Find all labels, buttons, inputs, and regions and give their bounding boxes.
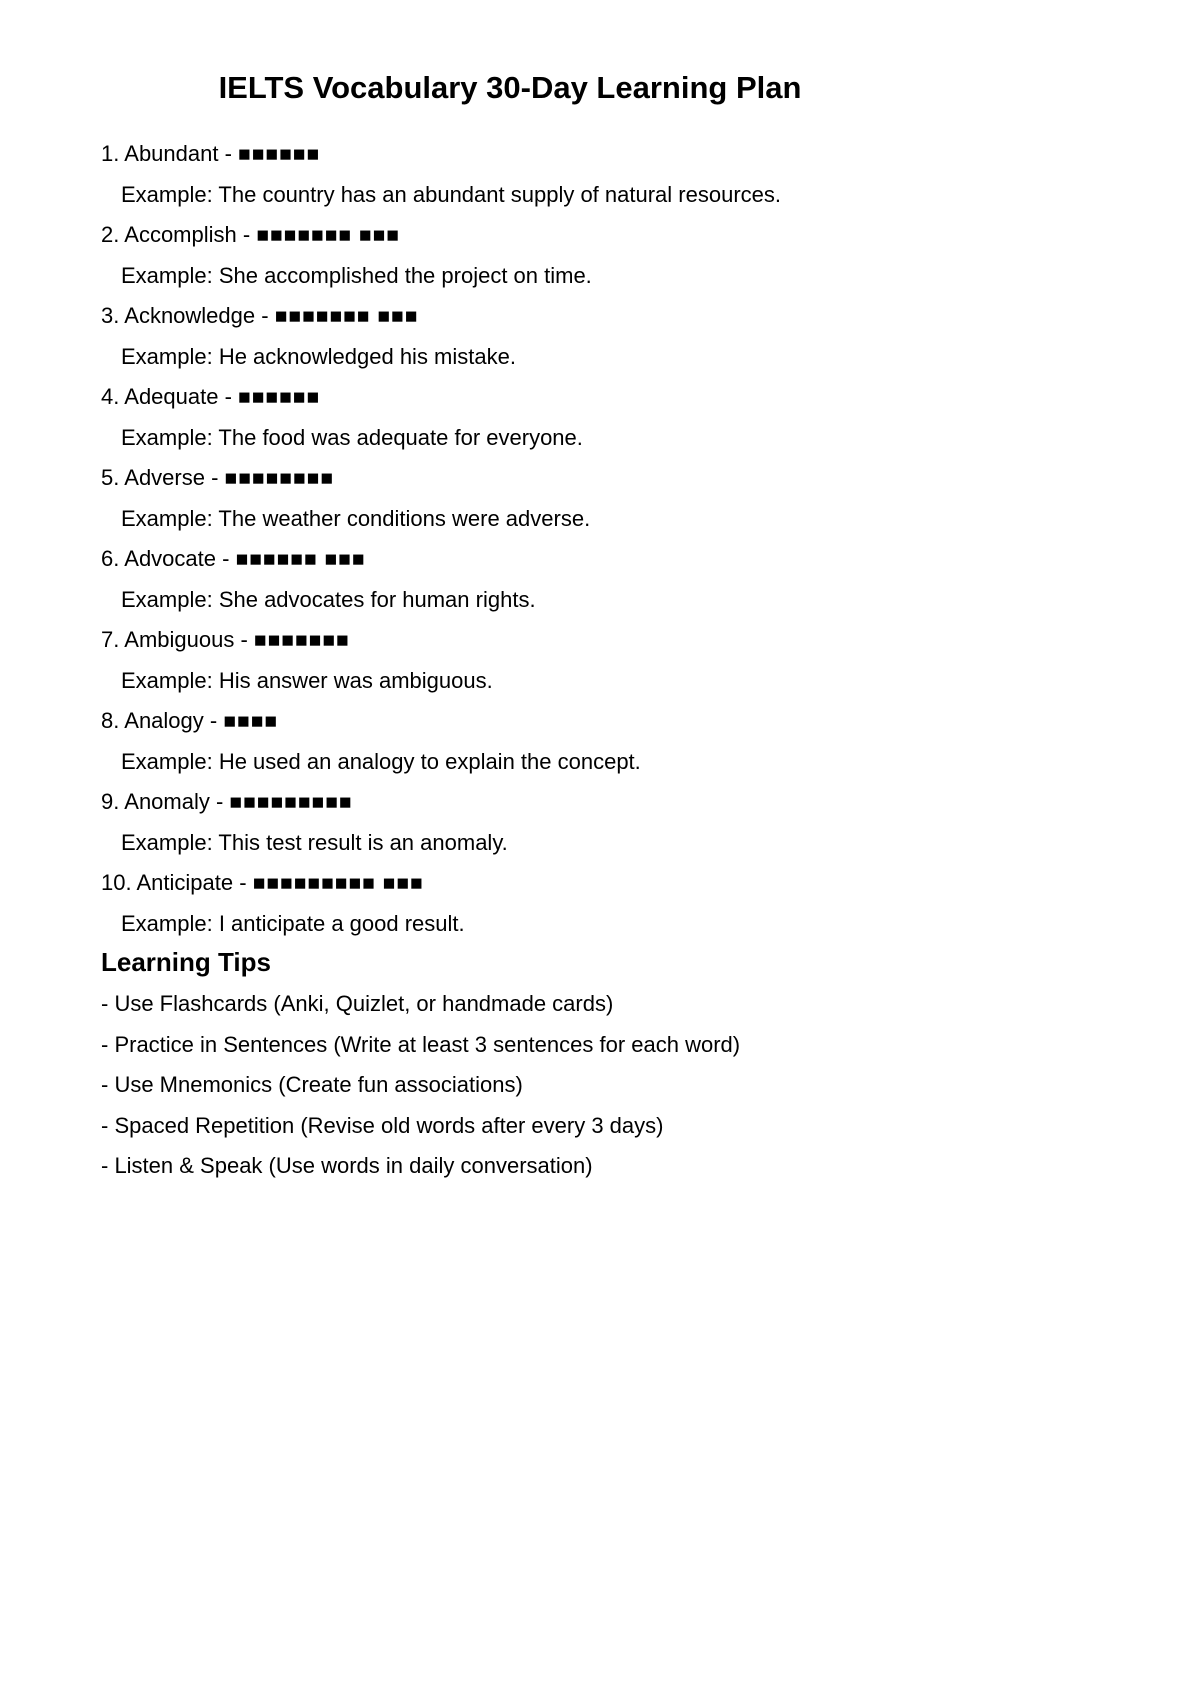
list-item <box>101 458 1101 539</box>
vocab-word: Adequate <box>124 384 219 409</box>
item-number: 4. <box>101 384 120 409</box>
tips-list <box>101 984 740 1187</box>
list-item: - Use Flashcards (Anki, Quizlet, or handmade cards) <box>101 991 614 1016</box>
vocab-word-line <box>101 701 1101 742</box>
vocab-example: Example: He used an analogy to explain the concept. <box>121 748 641 774</box>
separator: - <box>234 627 254 652</box>
separator: - <box>204 465 225 490</box>
vocab-word: Accomplish <box>124 222 237 247</box>
separator: - <box>209 789 230 814</box>
vocab-word: Adverse <box>124 465 205 490</box>
vocab-word-line <box>101 215 1101 256</box>
vocab-word-line <box>101 782 1101 823</box>
vocab-word-line <box>101 134 1101 175</box>
vocab-word-line <box>101 296 1101 337</box>
vocab-word: Anticipate <box>136 870 234 895</box>
list-item <box>101 377 1101 458</box>
item-number: 6. <box>101 546 120 571</box>
item-number: 5. <box>101 465 120 490</box>
vocab-meaning: ■■■■■■■■■ <box>229 791 353 814</box>
tips-heading: Learning Tips <box>101 947 271 977</box>
separator: - <box>236 222 257 247</box>
separator: - <box>218 384 239 409</box>
vocab-example: Example: He acknowledged his mistake. <box>121 343 516 369</box>
list-item <box>101 701 1101 782</box>
separator: - <box>255 303 275 328</box>
list-item <box>101 296 1101 377</box>
list-item <box>101 215 1101 296</box>
separator: - <box>216 546 236 571</box>
vocab-word-line <box>101 863 1101 904</box>
vocab-meaning: ■■■■ <box>223 710 279 733</box>
vocab-example: Example: The food was adequate for everyone. <box>121 424 583 450</box>
vocab-example: Example: The country has an abundant supply of natural resources. <box>121 181 781 207</box>
item-number: 1. <box>101 141 120 166</box>
vocab-word: Anomaly <box>124 789 210 814</box>
vocab-example: Example: His answer was ambiguous. <box>121 667 493 693</box>
vocab-meaning: ■■■■■■■■ <box>224 467 335 490</box>
vocab-meaning: ■■■■■■ <box>238 386 321 409</box>
vocabulary-list <box>101 134 1101 944</box>
vocab-meaning: ■■■■■■■ ■■■ <box>256 224 400 247</box>
list-item: - Listen & Speak (Use words in daily conversation) <box>101 1153 593 1178</box>
vocab-word: Acknowledge <box>124 303 256 328</box>
item-number: 10. <box>101 870 132 895</box>
list-item <box>101 782 1101 863</box>
list-item: - Use Mnemonics (Create fun associations) <box>101 1072 523 1097</box>
item-number: 3. <box>101 303 120 328</box>
vocab-word: Analogy <box>124 708 204 733</box>
list-item <box>101 863 1101 944</box>
list-item: - Spaced Repetition (Revise old words after every 3 days) <box>101 1112 664 1138</box>
vocab-word: Abundant <box>124 141 219 166</box>
item-number: 7. <box>101 627 120 652</box>
list-item: - Practice in Sentences (Write at least 3 sentences for each word) <box>101 1031 741 1057</box>
vocab-example: Example: She accomplished the project on time. <box>121 262 592 288</box>
vocab-example: Example: This test result is an anomaly. <box>121 829 508 855</box>
vocab-meaning: ■■■■■■ ■■■ <box>235 548 366 571</box>
list-item <box>101 134 1101 215</box>
vocab-word-line <box>101 539 1101 580</box>
vocab-word-line <box>101 377 1101 418</box>
vocab-word-line <box>101 458 1101 499</box>
separator: - <box>203 708 224 733</box>
vocab-meaning: ■■■■■■■■■ ■■■ <box>252 872 424 895</box>
vocab-example: Example: The weather conditions were adverse. <box>121 505 591 531</box>
list-item <box>101 539 1101 620</box>
vocab-meaning: ■■■■■■ <box>238 143 321 166</box>
vocab-word-line <box>101 620 1101 661</box>
document-title: IELTS Vocabulary 30-Day Learning Plan <box>218 70 802 105</box>
separator: - <box>233 870 253 895</box>
vocab-word: Ambiguous <box>124 627 235 652</box>
separator: - <box>218 141 239 166</box>
vocab-example: Example: She advocates for human rights. <box>121 586 536 612</box>
item-number: 2. <box>101 222 120 247</box>
list-item <box>101 620 1101 701</box>
item-number: 9. <box>101 789 120 814</box>
vocab-word: Advocate <box>124 546 216 571</box>
vocab-example: Example: I anticipate a good result. <box>121 910 465 936</box>
vocab-meaning: ■■■■■■■ <box>253 629 350 652</box>
item-number: 8. <box>101 708 120 733</box>
vocab-meaning: ■■■■■■■ ■■■ <box>274 305 419 328</box>
